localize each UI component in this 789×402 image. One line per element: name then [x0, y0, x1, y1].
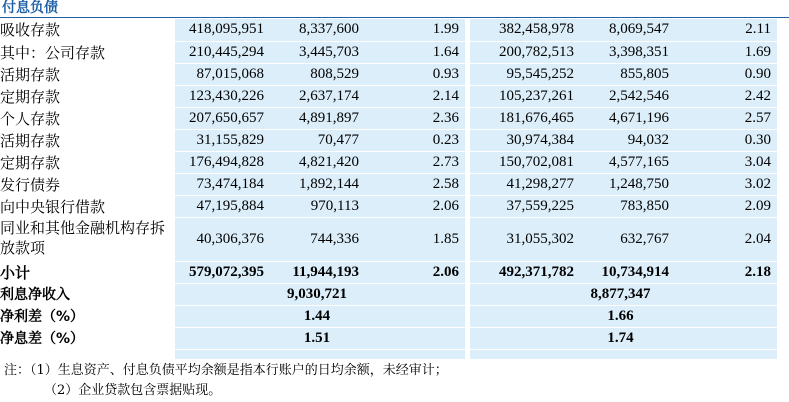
subtotal-label: 小计 [0, 261, 175, 283]
current-interest: 4,891,897 [270, 107, 365, 129]
current-interest: 2,637,174 [270, 85, 365, 107]
table-row [0, 217, 789, 261]
table-row [0, 85, 789, 107]
footnote-2: （2）企业贷款包含票据贴现。 [44, 383, 222, 398]
trailing-gap [777, 217, 789, 261]
summary-row [0, 305, 789, 327]
current-interest: 70,477 [270, 129, 365, 151]
current-interest: 4,821,420 [270, 151, 365, 173]
subtotal-current-rate: 2.06 [365, 261, 465, 283]
row-label: 定期存款 [0, 85, 175, 107]
footnotes [4, 361, 448, 401]
subtotal-current-balance: 579,072,395 [175, 261, 270, 283]
trailing-gap [777, 107, 789, 129]
prior-interest: 8,069,547 [580, 19, 675, 41]
summary-label: 净利差（%） [0, 305, 175, 327]
table-row [0, 19, 789, 41]
prior-rate: 2.11 [675, 19, 777, 41]
section-title: 付息负债 [2, 0, 58, 16]
current-rate: 1.85 [365, 217, 465, 261]
subtotal-prior-interest: 10,734,914 [580, 261, 675, 283]
current-avg-balance: 176,494,828 [175, 151, 270, 173]
table-row [0, 151, 789, 173]
row-label: 活期存款 [0, 129, 175, 151]
current-rate: 1.64 [365, 41, 465, 63]
current-avg-balance: 87,015,068 [175, 63, 270, 85]
summary-prior-value: 1.66 [470, 305, 777, 327]
row-label: 向中央银行借款 [0, 195, 175, 217]
current-interest: 744,336 [270, 217, 365, 261]
trailing-gap [777, 283, 789, 305]
prior-rate: 1.69 [675, 41, 777, 63]
row-label: 定期存款 [0, 151, 175, 173]
row-label: 其中：公司存款 [0, 41, 175, 63]
table-row [0, 129, 789, 151]
summary-current-value: 1.44 [175, 305, 465, 327]
prior-rate: 2.42 [675, 85, 777, 107]
table-row [0, 107, 789, 129]
trailing-gap [777, 85, 789, 107]
row-label: 个人存款 [0, 107, 175, 129]
prior-interest: 1,248,750 [580, 173, 675, 195]
prior-interest: 855,805 [580, 63, 675, 85]
current-rate: 2.73 [365, 151, 465, 173]
current-interest: 8,337,600 [270, 19, 365, 41]
prior-avg-balance: 181,676,465 [470, 107, 580, 129]
table-row [0, 41, 789, 63]
current-interest: 808,529 [270, 63, 365, 85]
current-interest: 3,445,703 [270, 41, 365, 63]
summary-current-value: 1.51 [175, 327, 465, 349]
trailing-gap [777, 19, 789, 41]
prior-avg-balance: 105,237,261 [470, 85, 580, 107]
current-rate: 2.36 [365, 107, 465, 129]
table-row [0, 195, 789, 217]
current-avg-balance: 40,306,376 [175, 217, 270, 261]
prior-rate: 0.30 [675, 129, 777, 151]
prior-avg-balance: 41,298,277 [470, 173, 580, 195]
footnote-1: 注：（1）生息资产、付息负债平均余额是指本行账户的日均余额，未经审计； [4, 363, 448, 378]
current-avg-balance: 73,474,184 [175, 173, 270, 195]
current-interest: 970,113 [270, 195, 365, 217]
current-rate: 2.06 [365, 195, 465, 217]
subtotal-prior-balance: 492,371,782 [470, 261, 580, 283]
prior-interest: 3,398,351 [580, 41, 675, 63]
liabilities-table [0, 19, 789, 350]
trailing-gap [777, 151, 789, 173]
current-rate: 0.23 [365, 129, 465, 151]
summary-row [0, 327, 789, 349]
trailing-gap [777, 327, 789, 349]
summary-prior-value: 8,877,347 [470, 283, 777, 305]
prior-avg-balance: 200,782,513 [470, 41, 580, 63]
table-body [0, 19, 789, 349]
summary-label: 利息净收入 [0, 283, 175, 305]
header-rule [0, 17, 789, 18]
prior-avg-balance: 30,974,384 [470, 129, 580, 151]
row-label: 吸收存款 [0, 19, 175, 41]
row-label: 活期存款 [0, 63, 175, 85]
prior-interest: 632,767 [580, 217, 675, 261]
trailing-gap [777, 261, 789, 283]
trailing-gap [777, 63, 789, 85]
prior-rate: 3.02 [675, 173, 777, 195]
subtotal-current-interest: 11,944,193 [270, 261, 365, 283]
prior-avg-balance: 31,055,302 [470, 217, 580, 261]
current-avg-balance: 210,445,294 [175, 41, 270, 63]
current-avg-balance: 31,155,829 [175, 129, 270, 151]
prior-interest: 2,542,546 [580, 85, 675, 107]
trailing-gap [777, 41, 789, 63]
prior-rate: 2.04 [675, 217, 777, 261]
prior-rate: 2.57 [675, 107, 777, 129]
summary-row [0, 283, 789, 305]
current-rate: 2.14 [365, 85, 465, 107]
current-rate: 2.58 [365, 173, 465, 195]
current-interest: 1,892,144 [270, 173, 365, 195]
prior-avg-balance: 150,702,081 [470, 151, 580, 173]
current-rate: 1.99 [365, 19, 465, 41]
current-avg-balance: 207,650,657 [175, 107, 270, 129]
prior-interest: 783,850 [580, 195, 675, 217]
current-rate: 0.93 [365, 63, 465, 85]
trailing-gap [777, 129, 789, 151]
prior-avg-balance: 37,559,225 [470, 195, 580, 217]
prior-interest: 4,577,165 [580, 151, 675, 173]
trailing-gap [777, 173, 789, 195]
subtotal-row [0, 261, 789, 283]
prior-avg-balance: 95,545,252 [470, 63, 580, 85]
summary-label: 净息差（%） [0, 327, 175, 349]
row-label: 发行债券 [0, 173, 175, 195]
table-row [0, 173, 789, 195]
summary-prior-value: 1.74 [470, 327, 777, 349]
subtotal-prior-rate: 2.18 [675, 261, 777, 283]
row-label: 同业和其他金融机构存拆放款项 [0, 217, 175, 261]
prior-interest: 94,032 [580, 129, 675, 151]
current-avg-balance: 123,430,226 [175, 85, 270, 107]
prior-rate: 0.90 [675, 63, 777, 85]
current-avg-balance: 418,095,951 [175, 19, 270, 41]
trailing-gap [777, 195, 789, 217]
table-row [0, 63, 789, 85]
current-avg-balance: 47,195,884 [175, 195, 270, 217]
prior-rate: 3.04 [675, 151, 777, 173]
trailing-gap [777, 305, 789, 327]
summary-current-value: 9,030,721 [175, 283, 465, 305]
prior-avg-balance: 382,458,978 [470, 19, 580, 41]
prior-interest: 4,671,196 [580, 107, 675, 129]
prior-rate: 2.09 [675, 195, 777, 217]
